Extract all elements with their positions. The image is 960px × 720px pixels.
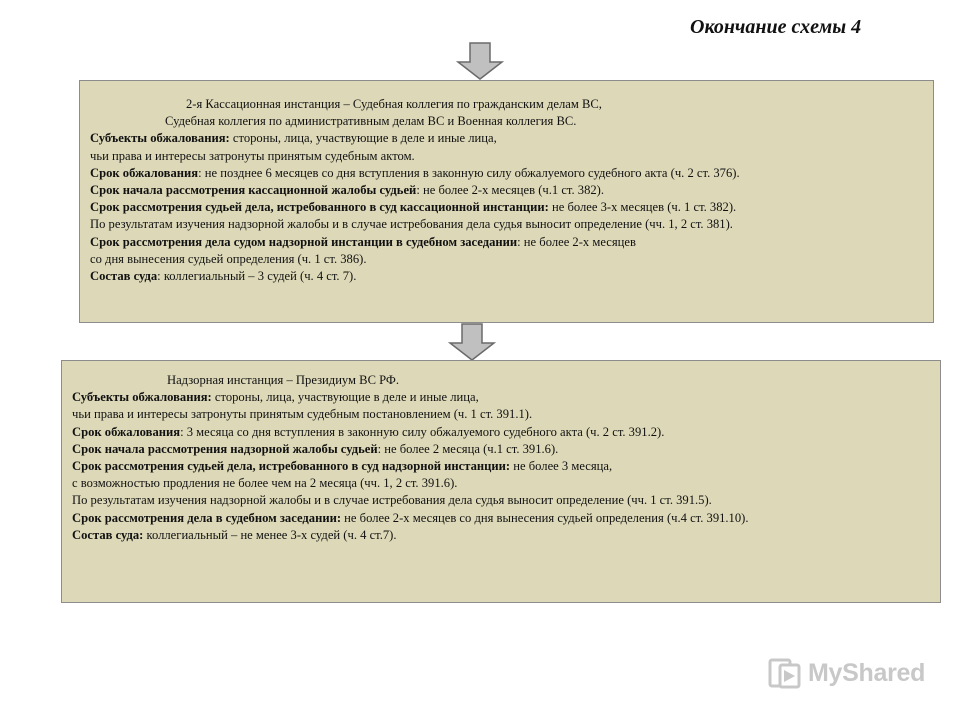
supervisory-subjects — [72, 389, 930, 406]
cassation-results: По результатам изучения надзорной жалобы и в случае истребования дела судья выносит определение (чч. 1, 2 ст. 381). — [90, 217, 733, 232]
supervisory-subjects-text: стороны, лица, участвующие в деле и иные лица, — [211, 390, 479, 405]
supervisory-heading: Надзорная инстанция – Президиум ВС РФ. — [167, 373, 400, 387]
cassation-instance-box — [79, 80, 934, 323]
supervisory-session — [72, 510, 930, 527]
supervisory-subjects-cont: чьи права и интересы затронуты принятым судебным постановлением (ч. 1 ст. 391.1). — [72, 407, 533, 422]
cassation-review-text: не более 3-х месяцев (ч. 1 ст. 382). — [548, 200, 737, 215]
supervisory-session-text: не более 2-х месяцев со дня вынесения судьей определения (ч.4 ст. 391.10). — [341, 510, 749, 525]
cassation-subjects-label: Субъекты обжалования: — [90, 131, 230, 146]
cassation-subjects-text: стороны, лица, участвующие в деле и иные лица, — [229, 131, 497, 146]
down-arrow-icon — [448, 323, 496, 361]
supervisory-review-text: не более 3 месяца, — [510, 459, 613, 474]
cassation-composition-label: Состав суда — [90, 269, 158, 284]
supervisory-term — [72, 424, 930, 441]
cassation-start-text: : не более 2-х месяцев (ч.1 ст. 382). — [416, 183, 605, 198]
cassation-heading-1: 2-я Кассационная инстанция – Судебная коллегия по гражданским делам ВС, — [186, 97, 602, 111]
supervisory-results: По результатам изучения надзорной жалобы и в случае истребования дела судья выносит определение (чч. 1 ст. 391.5). — [72, 493, 712, 508]
supervisory-session-label: Срок рассмотрения дела в судебном заседании: — [72, 510, 342, 525]
cassation-subjects — [90, 130, 923, 147]
cassation-heading-2: Судебная коллегия по административным делам ВС и Военная коллегия ВС. — [165, 114, 577, 129]
supervisory-instance-box — [61, 360, 941, 603]
supervisory-start-label: Срок начала рассмотрения надзорной жалобы судьей — [72, 441, 378, 456]
supervisory-start-text: : не более 2 месяца (ч.1 ст. 391.6). — [377, 441, 559, 456]
cassation-start — [90, 182, 923, 199]
cassation-composition — [90, 268, 923, 285]
cassation-session-label: Срок рассмотрения дела судом надзорной инстанции в судебном заседании — [90, 234, 518, 249]
slide-title: Окончание схемы 4 — [690, 16, 862, 38]
supervisory-composition — [72, 527, 930, 544]
supervisory-start — [72, 441, 930, 458]
supervisory-review-label: Срок рассмотрения судьей дела, истребованного в суд надзорной инстанции: — [72, 459, 511, 474]
cassation-term-text: : не позднее 6 месяцев со дня вступления в законную силу обжалуемого судебного акта (ч. 2 ст. 376). — [198, 165, 740, 180]
cassation-session-text: : не более 2-х месяцев — [517, 234, 636, 249]
cassation-subjects-cont: чьи права и интересы затронуты принятым судебным актом. — [90, 148, 415, 163]
cassation-review — [90, 199, 923, 216]
supervisory-term-label: Срок обжалования — [72, 424, 181, 439]
supervisory-review-cont: с возможностью продления не более чем на 2 месяца (чч. 1, 2 ст. 391.6). — [72, 476, 458, 491]
supervisory-composition-label: Состав суда: — [72, 527, 144, 542]
supervisory-term-text: : 3 месяца со дня вступления в законную силу обжалуемого судебного акта (ч. 2 ст. 391.2). — [180, 424, 665, 439]
cassation-review-label: Срок рассмотрения судьей дела, истребованного в суд кассационной инстанции: — [90, 200, 549, 215]
cassation-composition-text: : коллегиальный – 3 судей (ч. 4 ст. 7). — [157, 269, 357, 284]
supervisory-review — [72, 458, 930, 475]
cassation-start-label: Срок начала рассмотрения кассационной жалобы судьей — [90, 183, 417, 198]
supervisory-subjects-label: Субъекты обжалования: — [72, 390, 212, 405]
myshared-logo-text: MyShared — [808, 658, 926, 687]
cassation-session — [90, 234, 923, 251]
cassation-term — [90, 165, 923, 182]
cassation-term-label: Срок обжалования — [90, 165, 199, 180]
myshared-logo-icon — [768, 656, 802, 690]
supervisory-composition-text: коллегиальный – не менее 3-х судей (ч. 4 ст.7). — [143, 527, 397, 542]
cassation-session-cont: со дня вынесения судьей определения (ч. 1 ст. 386). — [90, 251, 367, 266]
myshared-logo[interactable] — [768, 655, 925, 691]
down-arrow-icon — [456, 42, 504, 80]
